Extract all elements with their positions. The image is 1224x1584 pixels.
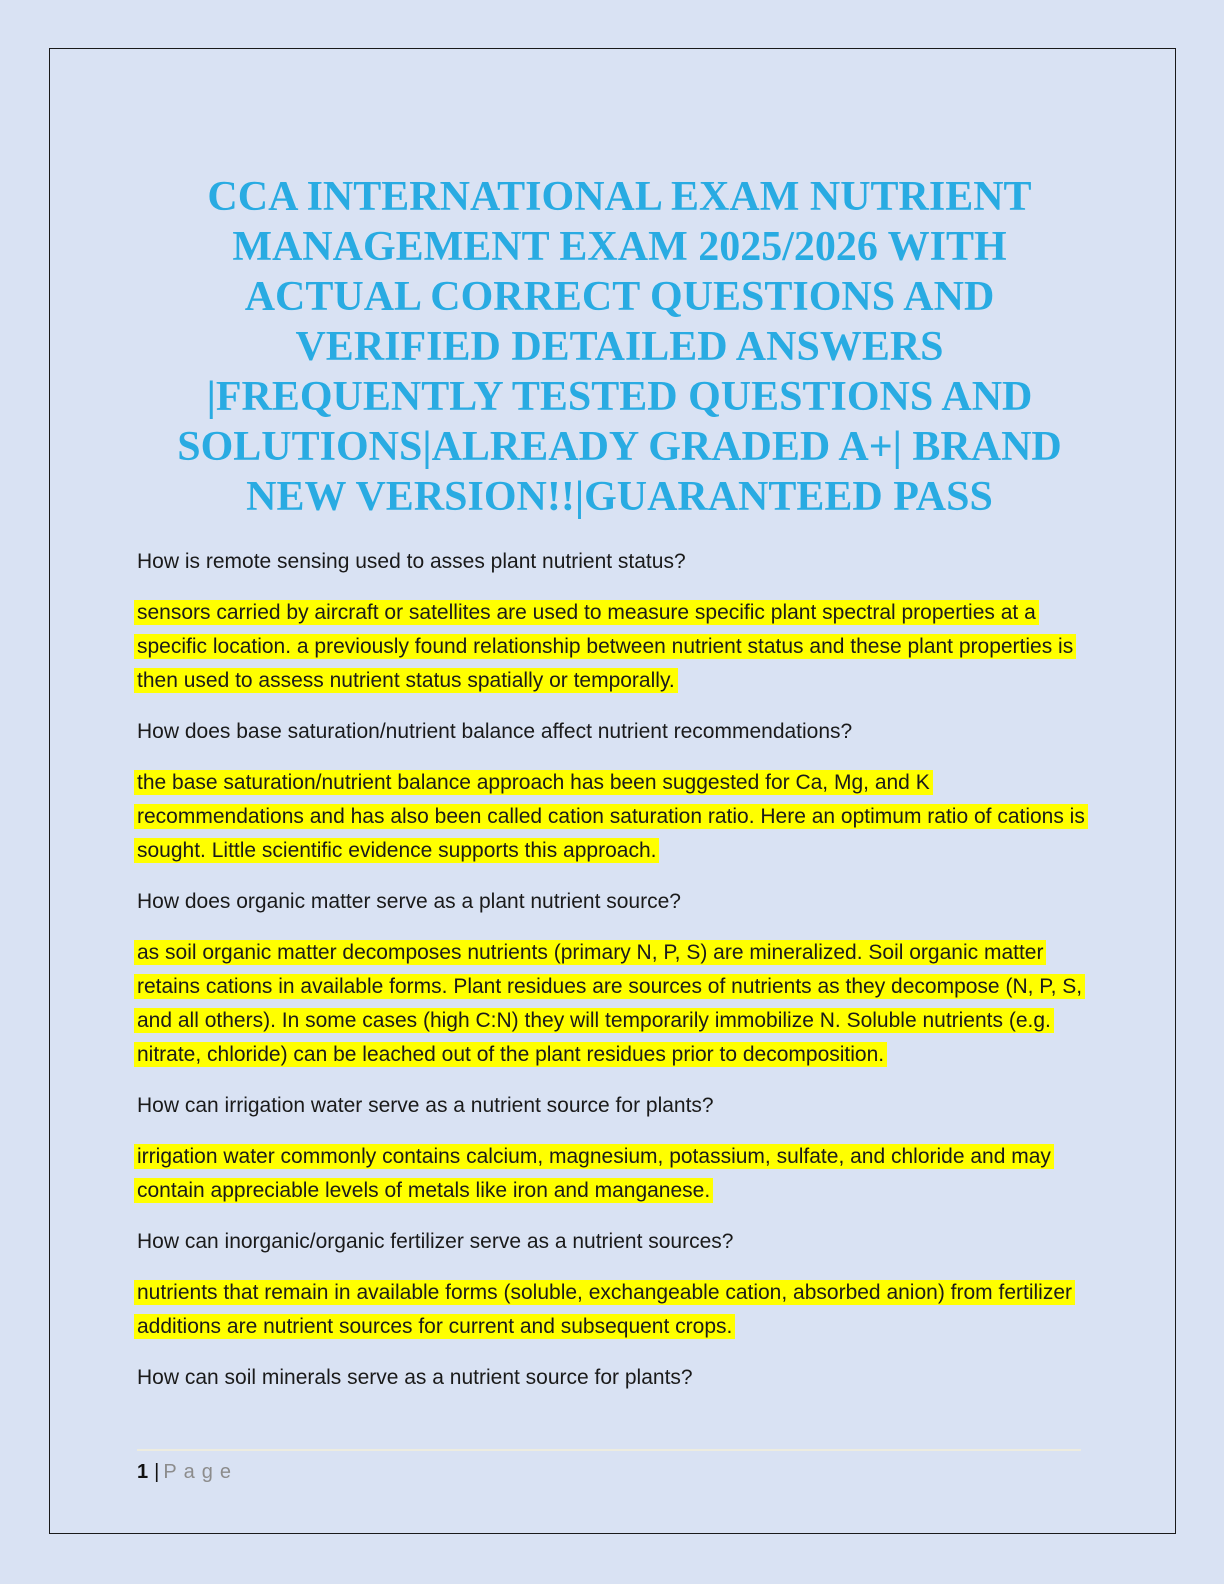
- answer-highlight: irrigation water commonly contains calcium, magnesium, potassium, sulfate, and chloride and may contain appreciable levels of metals like iron and manganese.: [134, 1144, 1054, 1203]
- title-line: NEW VERSION!!|GUARANTEED PASS: [246, 474, 993, 520]
- question-text: How does base saturation/nutrient balance affect nutrient recommendations?: [137, 720, 853, 743]
- qa-item: [137, 545, 1102, 698]
- answer-text: [137, 1276, 1102, 1344]
- title-line: |FREQUENTLY TESTED QUESTIONS AND: [206, 374, 1033, 420]
- document-title: [137, 172, 1102, 522]
- qa-list: [137, 545, 1102, 1395]
- question-text: How can irrigation water serve as a nutrient source for plants?: [137, 1094, 714, 1117]
- qa-item: [137, 1361, 1102, 1395]
- qa-item: [137, 715, 1102, 868]
- title-line: ACTUAL CORRECT QUESTIONS AND: [244, 274, 995, 320]
- footer-pipe: |: [154, 1461, 160, 1483]
- answer-highlight: nutrients that remain in available forms (soluble, exchangeable cation, absorbed anion) from fertilizer additions are nutrient sources for current and subsequent crops.: [134, 1280, 1075, 1339]
- question-text: How is remote sensing used to asses plant nutrient status?: [137, 550, 686, 573]
- footer-text: [137, 1461, 1081, 1484]
- answer-text: [137, 596, 1102, 698]
- answer-text: [137, 936, 1102, 1072]
- page-number: 1: [137, 1461, 149, 1483]
- footer-label: Page: [163, 1461, 239, 1483]
- qa-item: [137, 1225, 1102, 1344]
- answer-highlight: sensors carried by aircraft or satellites are used to measure specific plant spectral properties at a specific location. a previously found relationship between nutrient status and these plant properties is then used to assess nutrient status spatially or temporally.: [134, 600, 1076, 693]
- footer-divider-line: [137, 1449, 1081, 1451]
- qa-item: [137, 1089, 1102, 1208]
- document-body: [137, 172, 1102, 1412]
- qa-item: [137, 885, 1102, 1072]
- title-line: CCA INTERNATIONAL EXAM NUTRIENT: [207, 174, 1032, 220]
- title-line: SOLUTIONS|ALREADY GRADED A+| BRAND: [177, 424, 1062, 470]
- page-footer: [137, 1449, 1081, 1484]
- question-text: How does organic matter serve as a plant nutrient source?: [137, 890, 681, 913]
- answer-highlight: the base saturation/nutrient balance approach has been suggested for Ca, Mg, and K recommendations and has also been called cation saturation ratio. Here an optimum ratio of cations is sought. Little scientific evidence supports this approach.: [134, 770, 1088, 863]
- answer-text: [137, 1140, 1102, 1208]
- title-line: MANAGEMENT EXAM 2025/2026 WITH: [232, 224, 1007, 270]
- question-text: How can soil minerals serve as a nutrient source for plants?: [137, 1366, 693, 1389]
- answer-highlight: as soil organic matter decomposes nutrients (primary N, P, S) are mineralized. Soil organic matter retains cations in available forms. Plant residues are sources of nutrients as they decompose (N, P, S, and all others). In some cases (high C:N) they will temporarily immobilize N. Soluble nutrients (e.g. nitrate, chloride) can be leached out of the plant residues prior to decomposition.: [134, 940, 1085, 1067]
- question-text: How can inorganic/organic fertilizer serve as a nutrient sources?: [137, 1230, 734, 1253]
- answer-text: [137, 766, 1102, 868]
- title-line: VERIFIED DETAILED ANSWERS: [295, 324, 944, 370]
